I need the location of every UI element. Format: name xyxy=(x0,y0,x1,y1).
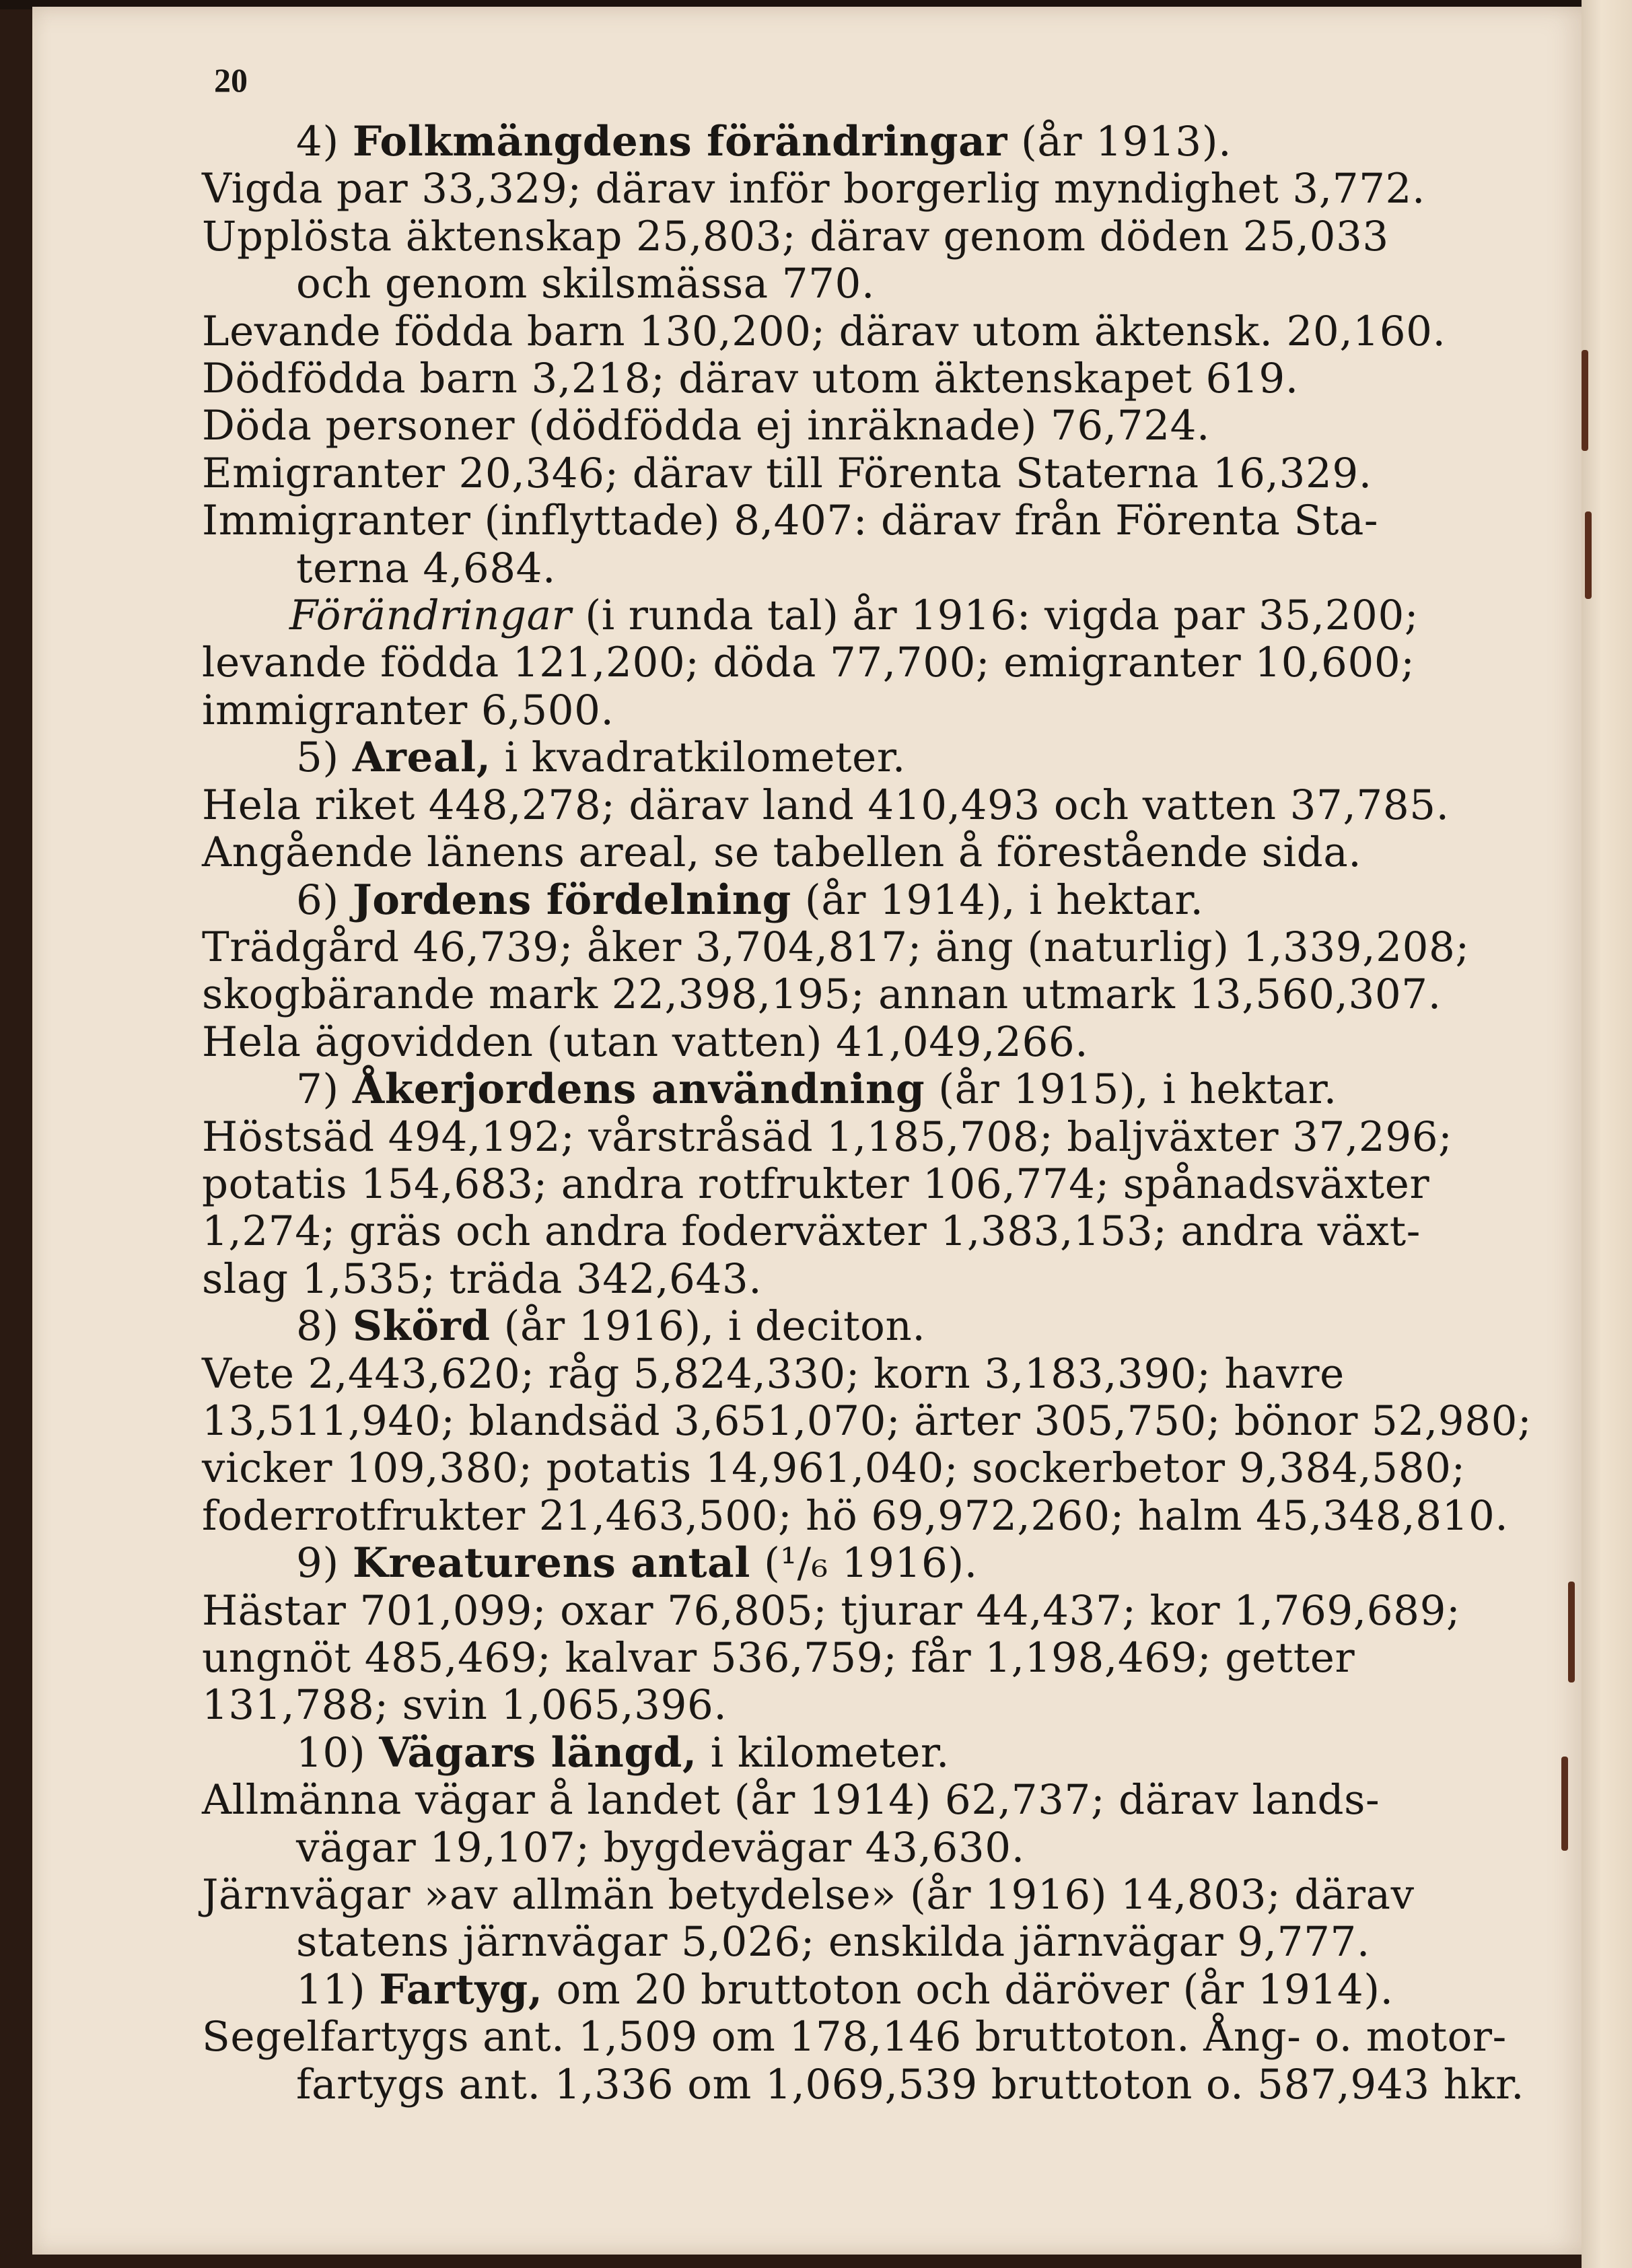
section-heading: 6) Jordens fördelning (år 1914), i hektar. xyxy=(296,876,1204,924)
text-line: Levande födda barn 130,200; därav utom äktensk. 20,160. xyxy=(202,307,1446,355)
text-line: terna 4,684. xyxy=(296,544,557,592)
text-line: potatis 154,683; andra rotfrukter 106,774; spånadsväxter xyxy=(202,1160,1430,1208)
text-line: Höstsäd 494,192; vårstråsäd 1,185,708; baljväxter 37,296; xyxy=(202,1112,1453,1161)
section-heading: 8) Skörd (år 1916), i deciton. xyxy=(296,1302,926,1351)
section-heading: 9) Kreaturens antal (¹/₆ 1916). xyxy=(296,1539,978,1588)
page-text xyxy=(202,118,1532,2108)
text-line: foderrotfrukter 21,463,500; hö 69,972,260; halm 45,348,810. xyxy=(202,1491,1509,1540)
text-line: Hästar 701,099; oxar 76,805; tjurar 44,437; kor 1,769,689; xyxy=(202,1586,1461,1635)
section-heading: 4) Folkmängdens förändringar (år 1913). xyxy=(296,118,1232,166)
section-heading: 5) Areal, i kvadratkilometer. xyxy=(296,734,906,782)
section-heading: 7) Åkerjordens användning (år 1915), i hektar. xyxy=(296,1065,1337,1114)
text-line: Allmänna vägar å landet (år 1914) 62,737; därav lands- xyxy=(202,1776,1380,1824)
text-line: Vete 2,443,620; råg 5,824,330; korn 3,183,390; havre xyxy=(202,1349,1345,1398)
text-line: ungnöt 485,469; kalvar 536,759; får 1,198,469; getter xyxy=(202,1634,1355,1682)
text-line: Upplösta äktenskap 25,803; därav genom döden 25,033 xyxy=(202,212,1389,260)
staple-icon xyxy=(1585,511,1592,599)
staple-icon xyxy=(1582,350,1588,451)
text-line: statens järnvägar 5,026; enskilda järnvägar 9,777. xyxy=(296,1918,1370,1966)
text-line: Angående länens areal, se tabellen å förestående sida. xyxy=(202,828,1362,877)
section-heading: 10) Vägars längd, i kilometer. xyxy=(296,1728,950,1777)
text-line: 1,274; gräs och andra foderväxter 1,383,153; andra växt- xyxy=(202,1207,1421,1256)
text-line: Emigranter 20,346; därav till Förenta Staterna 16,329. xyxy=(202,449,1372,497)
text-line: Segelfartygs ant. 1,509 om 178,146 bruttoton. Ång- o. motor- xyxy=(202,2013,1507,2061)
text-line: slag 1,535; träda 342,643. xyxy=(202,1254,762,1303)
text-line: levande födda 121,200; döda 77,700; emigranter 10,600; xyxy=(202,639,1415,687)
text-line: Järnvägar »av allmän betydelse» (år 1916) 14,803; därav xyxy=(202,1871,1415,1919)
text-line: och genom skilsmässa 770. xyxy=(296,260,875,308)
text-line: Trädgård 46,739; åker 3,704,817; äng (naturlig) 1,339,208; xyxy=(202,923,1470,971)
text-line: fartygs ant. 1,336 om 1,069,539 bruttoton o. 587,943 hkr. xyxy=(296,2060,1525,2108)
text-line: Hela ägovidden (utan vatten) 41,049,266. xyxy=(202,1018,1089,1066)
italic-term: Förändringar xyxy=(289,592,572,640)
text-line: Döda personer (dödfödda ej inräknade) 76,724. xyxy=(202,402,1210,450)
text-line: Immigranter (inflyttade) 8,407: därav från Förenta Sta- xyxy=(202,497,1379,545)
text-line: Dödfödda barn 3,218; därav utom äktenskapet 619. xyxy=(202,355,1299,403)
text-line: 13,511,940; blandsäd 3,651,070; ärter 305,750; bönor 52,980; xyxy=(202,1396,1532,1445)
text-line: 131,788; svin 1,065,396. xyxy=(202,1681,728,1730)
text-line: skogbärande mark 22,398,195; annan utmark 13,560,307. xyxy=(202,970,1442,1019)
staple-icon xyxy=(1561,1757,1568,1851)
text-line: Förändringar (i runda tal) år 1916: vigda par 35,200; xyxy=(289,592,1419,640)
staple-icon xyxy=(1568,1582,1575,1682)
text-line: vicker 109,380; potatis 14,961,040; sockerbetor 9,384,580; xyxy=(202,1444,1466,1493)
text-line: Vigda par 33,329; därav inför borgerlig myndighet 3,772. xyxy=(202,165,1425,213)
page-number: 20 xyxy=(214,61,248,99)
section-heading: 11) Fartyg, om 20 bruttoton och däröver (år 1914). xyxy=(296,1965,1394,2014)
text-line: Hela riket 448,278; därav land 410,493 och vatten 37,785. xyxy=(202,781,1450,829)
text-line: immigranter 6,500. xyxy=(202,686,614,734)
page-edge xyxy=(1582,0,1632,2268)
text-line: vägar 19,107; bygdevägar 43,630. xyxy=(296,1823,1025,1872)
